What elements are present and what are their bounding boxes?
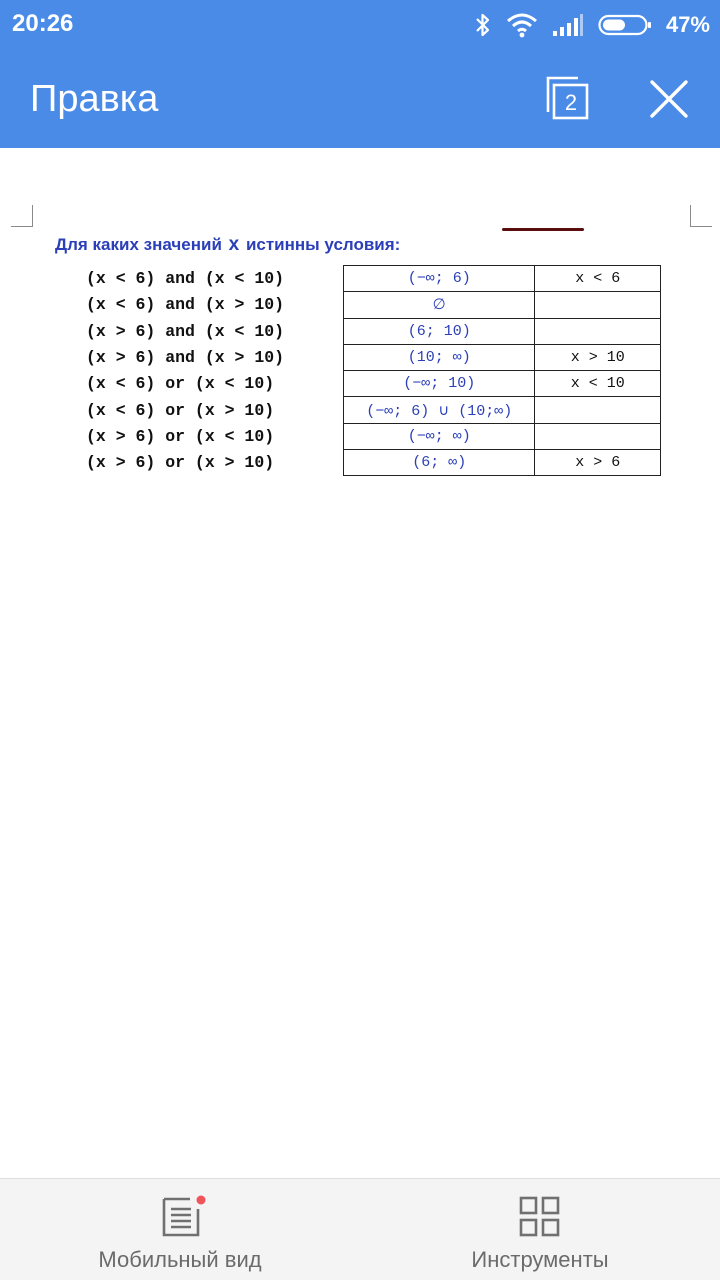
margin-corner-left <box>11 205 33 227</box>
question-prefix: Для каких значений <box>55 235 222 254</box>
simplified-cell <box>535 292 661 318</box>
interval-cell: (6; ∞) <box>344 450 535 476</box>
table-row <box>344 344 661 370</box>
interval-cell: (−∞; ∞) <box>344 423 535 449</box>
status-bar <box>0 0 720 50</box>
interval-cell: (10; ∞) <box>344 344 535 370</box>
decorative-line <box>502 228 584 231</box>
bluetooth-icon <box>474 12 492 38</box>
pages-button[interactable] <box>540 72 594 126</box>
pages-count: 2 <box>564 90 578 115</box>
question-variable: x <box>228 234 240 255</box>
interval-cell: (−∞; 6) ∪ (10;∞) <box>344 397 535 423</box>
condition-row: (x > 6) or (x > 10) <box>86 453 275 473</box>
condition-row: (x > 6) and (x > 10) <box>86 347 285 367</box>
close-icon <box>644 74 694 124</box>
condition-row: (x > 6) or (x < 10) <box>86 426 275 446</box>
page-title: Правка <box>30 78 159 120</box>
condition-row: (x < 6) or (x > 10) <box>86 400 275 420</box>
interval-cell: (−∞; 6) <box>344 266 535 292</box>
question-text <box>55 234 400 256</box>
notification-dot <box>197 1196 206 1205</box>
mobile-view-button[interactable] <box>0 1179 360 1280</box>
battery-icon <box>598 13 652 37</box>
table-row <box>344 266 661 292</box>
bottom-bar <box>0 1178 720 1280</box>
margin-corner-right <box>690 205 712 227</box>
condition-row: (x > 6) and (x < 10) <box>86 321 285 341</box>
wifi-icon <box>506 12 538 38</box>
question-suffix: истинны условия: <box>245 235 401 254</box>
mobile-view-label: Мобильный вид <box>98 1247 262 1272</box>
mobile-view-icon <box>160 1195 208 1241</box>
close-button[interactable] <box>644 74 694 124</box>
app-bar <box>0 50 720 148</box>
table-row <box>344 371 661 397</box>
status-time: 20:26 <box>12 10 74 37</box>
simplified-cell: x > 10 <box>535 344 661 370</box>
condition-row: (x < 6) or (x < 10) <box>86 374 275 394</box>
document-view[interactable] <box>0 148 720 1178</box>
battery-percent: 47% <box>665 12 710 37</box>
simplified-cell: x < 6 <box>535 266 661 292</box>
table-row <box>344 292 661 318</box>
simplified-cell <box>535 423 661 449</box>
interval-cell: (6; 10) <box>344 318 535 344</box>
table-row <box>344 318 661 344</box>
simplified-cell: x < 10 <box>535 371 661 397</box>
condition-row: (x < 6) and (x < 10) <box>86 269 285 288</box>
tools-button[interactable] <box>360 1179 720 1280</box>
table-row <box>344 423 661 449</box>
condition-row: (x < 6) and (x > 10) <box>86 295 285 315</box>
status-icons <box>474 10 710 40</box>
interval-cell: ∅ <box>344 292 535 318</box>
signal-icon <box>552 13 584 37</box>
table-row <box>344 397 661 423</box>
simplified-cell <box>535 318 661 344</box>
table-row <box>344 450 661 476</box>
simplified-cell: x > 6 <box>535 450 661 476</box>
interval-cell: (−∞; 10) <box>344 371 535 397</box>
grid-icon <box>518 1195 562 1239</box>
answer-table <box>343 265 661 476</box>
tools-label: Инструменты <box>471 1247 609 1272</box>
simplified-cell <box>535 397 661 423</box>
